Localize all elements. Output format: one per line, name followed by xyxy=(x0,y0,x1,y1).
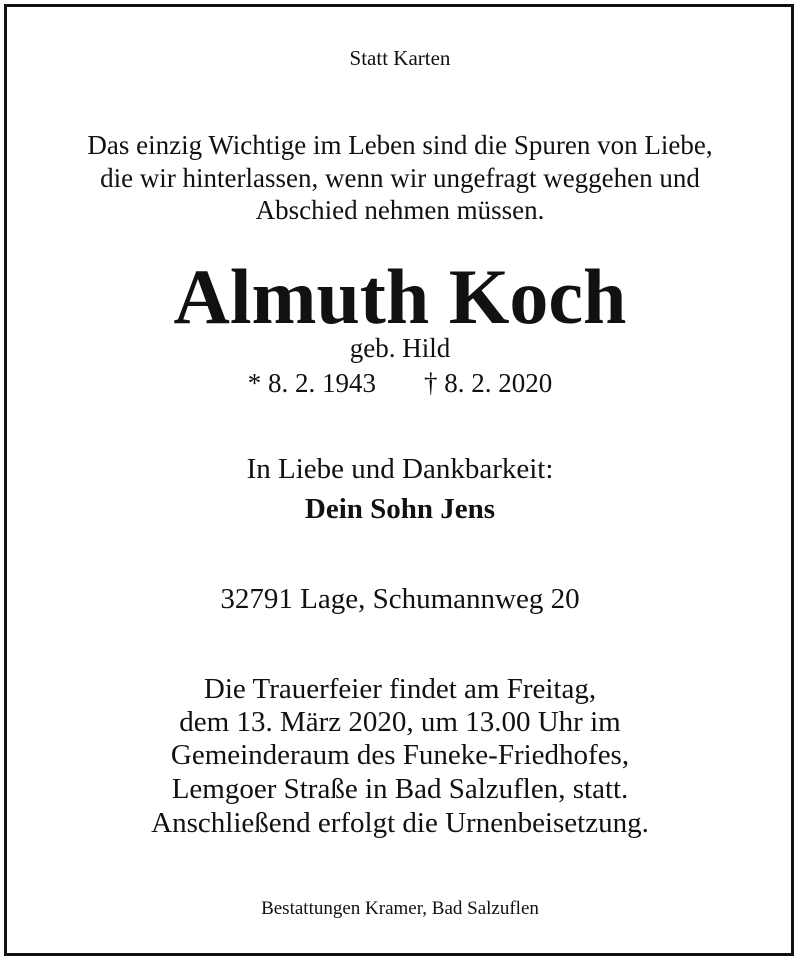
address: 32791 Lage, Schumannweg 20 xyxy=(220,583,580,615)
service-line-1: Die Trauerfeier findet am Freitag, xyxy=(203,673,597,705)
mourners-names: Dein Sohn Jens xyxy=(304,493,496,525)
quote-line-3: Abschied nehmen müssen. xyxy=(255,195,545,225)
deceased-name: Almuth Koch xyxy=(173,253,627,340)
service-line-4: Lemgoer Straße in Bad Salzuflen, statt. xyxy=(171,773,629,805)
quote-line-2: die wir hinterlassen, wenn wir ungefragt weggehen und xyxy=(100,163,700,193)
quote-line-1: Das einzig Wichtige im Leben sind die Spuren von Liebe, xyxy=(87,130,713,160)
mourners-intro: In Liebe und Dankbarkeit: xyxy=(246,453,554,485)
undertaker: Bestattungen Kramer, Bad Salzuflen xyxy=(261,898,539,919)
life-dates xyxy=(0,366,800,400)
birth-date: * 8. 2. 1943 xyxy=(247,368,376,398)
maiden-name: geb. Hild xyxy=(349,333,451,363)
death-date: † 8. 2. 2020 xyxy=(424,368,553,398)
service-line-3: Gemeinderaum des Funeke-Friedhofes, xyxy=(170,739,630,771)
service-line-2: dem 13. März 2020, um 13.00 Uhr im xyxy=(179,706,621,738)
header-label: Statt Karten xyxy=(349,46,451,70)
service-line-5: Anschließend erfolgt die Urnenbeisetzung. xyxy=(151,807,649,839)
